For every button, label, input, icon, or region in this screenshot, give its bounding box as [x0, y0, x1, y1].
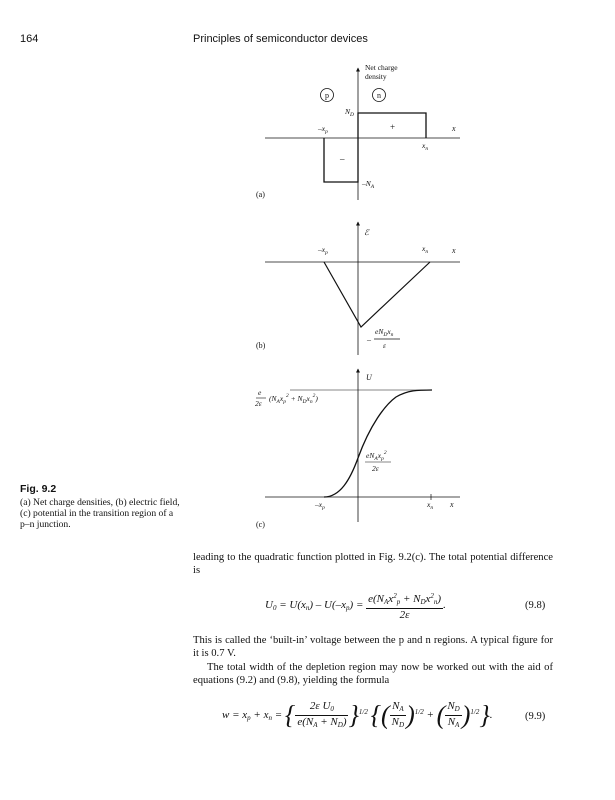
p-region-label: p [325, 91, 329, 100]
panel-b-min-prefix: – [367, 335, 371, 344]
panel-b-label: (b) [256, 341, 266, 350]
panel-a-minus-xp: $-x_p$ [318, 124, 328, 135]
panel-c-mid-numerator: $eN_Ax_p^2$ [366, 450, 387, 462]
potential-curve [324, 390, 432, 497]
panel-c [255, 369, 460, 529]
nd-label: $N_D$ [345, 107, 354, 118]
equation-9-8: $U_0 = U(x_n) - U(-x_p)$ = $\frac{e(N_Ax^2_p + N_Dx^2_n)}{2\varepsilon}$ . [265, 592, 446, 621]
panel-b-y-label: ℰ [364, 228, 369, 237]
panel-a-charge-profile [324, 113, 429, 182]
panel-a-xn: $x_n$ [422, 141, 429, 152]
panel-c-label: (c) [256, 520, 265, 529]
panel-c-mid-denominator: 2ε [372, 464, 379, 473]
equation-9-9-number: (9.9) [525, 711, 546, 722]
panel-a-ylabel-1: Net charge [365, 63, 398, 72]
panel-b [256, 222, 460, 355]
paragraph-2: This is called the ‘built-in’ voltage between the p and n regions. A typical figure for it is 0.7 V. [193, 635, 553, 659]
page-number: 164 [20, 33, 39, 45]
na-label: $-N_A$ [362, 179, 375, 190]
panel-c-top-frac-num: e [258, 388, 262, 397]
paragraph-3: The total width of the depletion region may now be worked out with the aid of equations (9.2) and (9.8), yielding the formula [193, 662, 553, 686]
panel-a [256, 63, 460, 200]
equation-9-8-number: (9.8) [525, 600, 546, 611]
figure-caption-text: (a) Net charge densities, (b) electric field, (c) potential in the transition region of a p–n junction. [20, 497, 180, 530]
panel-c-y-label: U [366, 373, 372, 382]
panel-c-minus-xp: $-x_p$ [315, 500, 325, 511]
equation-9-9: $w = x_p + x_n$ = { $\frac{2\varepsilon U_0}{e(N_A + N_D)}$ }$^{1/2}$ {( $\frac{N_A}{N_D}$ )$^{1/2}$ + ( $\frac{N_D}{N_A}$ )$^{1/2}$}. [222, 700, 493, 730]
panel-b-minus-xp: $-x_p$ [318, 245, 328, 256]
panel-b-xn: $x_n$ [422, 244, 429, 255]
panel-a-ylabel-2: density [365, 72, 387, 81]
panel-b-min-numerator: $eN_Dx_n$ [375, 327, 394, 338]
electric-field-curve [324, 262, 430, 327]
panel-b-min-denominator: ε [383, 341, 386, 350]
plus-sign: + [390, 122, 396, 132]
n-region-label: n [377, 91, 381, 100]
panel-a-x-label: x [452, 124, 456, 133]
panel-c-xn: $x_n$ [427, 500, 434, 511]
panel-c-top-frac-den: 2ε [255, 399, 262, 408]
figure-caption-label: Fig. 9.2 [20, 483, 57, 495]
paragraph-1: leading to the quadratic function plotted in Fig. 9.2(c). The total potential difference is [193, 552, 553, 576]
panel-c-x-label: x [450, 500, 454, 509]
running-head: Principles of semiconductor devices [193, 33, 368, 45]
panel-b-x-label: x [452, 246, 456, 255]
panel-a-label: (a) [256, 190, 265, 199]
minus-sign: – [340, 154, 345, 164]
panel-c-top-expression: $(N_Ax_p^2 + N_Dx_n^2)$ [269, 393, 318, 405]
